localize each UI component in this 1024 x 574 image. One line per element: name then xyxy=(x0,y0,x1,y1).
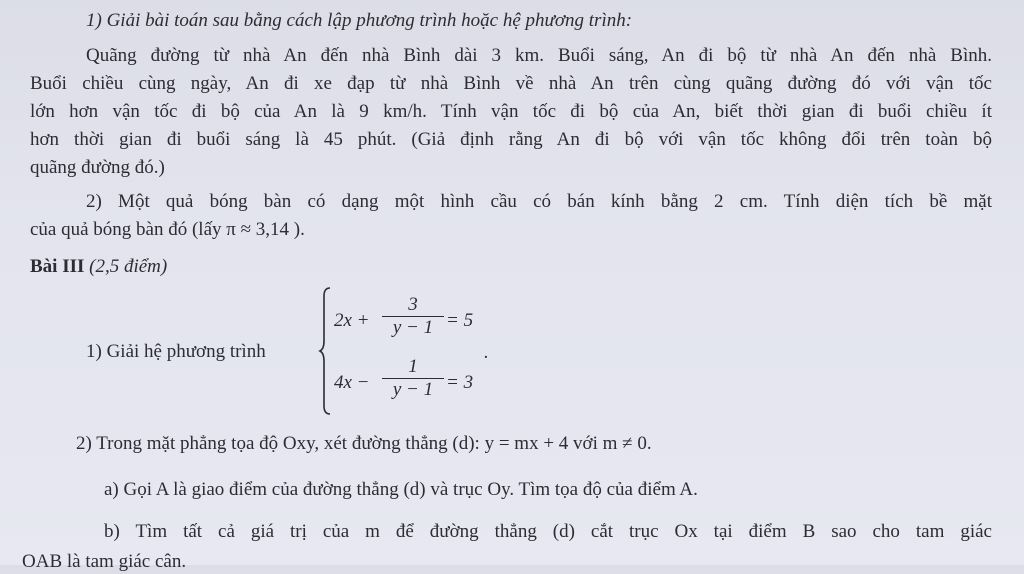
equation-system xyxy=(318,286,508,416)
problem2-item1-heading: 1) Giải bài toán sau bằng cách lập phương trình hoặc hệ phương trình: xyxy=(86,10,633,31)
problem2-item1-line-3: lớn hơn vận tốc đi bộ của An là 9 km/h. Tính vận tốc đi bộ của An, biết thời gian đi buổi chiều ít xyxy=(30,101,992,122)
eq1-denominator: y − 1 xyxy=(392,317,434,338)
problem3-title-points: (2,5 điểm) xyxy=(89,256,168,277)
system-period: . xyxy=(484,342,489,363)
eq2-numerator: 1 xyxy=(382,356,444,379)
problem2-item1-line-5: quãng đường đó.) xyxy=(30,157,165,178)
problem3-item2a-line: a) Gọi A là giao điểm của đường thẳng (d) và trục Oy. Tìm tọa độ của điểm A. xyxy=(104,479,698,500)
left-brace-icon xyxy=(318,286,332,416)
eq1-fraction xyxy=(382,294,444,339)
problem2-item1-line-1: Quãng đường từ nhà An đến nhà Bình dài 3 km. Buổi sáng, An đi bộ từ nhà An đến nhà Bình. xyxy=(86,45,992,66)
eq1-right: = 5 xyxy=(446,310,474,331)
problem3-item2b-line-2: OAB là tam giác cân. xyxy=(22,551,187,572)
problem2-item2-line-2: của quả bóng bàn đó (lấy π ≈ 3,14 ). xyxy=(30,219,305,240)
problem2-item2-line-1: 2) Một quả bóng bàn có dạng một hình cầu có bán kính bằng 2 cm. Tính diện tích bề mặt xyxy=(86,191,992,212)
problem3-item2-line: 2) Trong mặt phẳng tọa độ Oxy, xét đường thẳng (d): y = mx + 4 với m ≠ 0. xyxy=(76,433,652,454)
problem3-item2b-line-1: b) Tìm tất cả giá trị của m để đường thẳng (d) cắt trục Ox tại điểm B sao cho tam giác xyxy=(104,521,992,542)
problem3-title xyxy=(30,255,167,279)
eq2-denominator: y − 1 xyxy=(392,379,434,400)
problem3-item1-label: 1) Giải hệ phương trình xyxy=(86,341,266,362)
eq2-left: 4x − xyxy=(334,372,370,393)
eq1-numerator: 3 xyxy=(382,294,444,317)
eq2-right: = 3 xyxy=(446,372,474,393)
problem3-title-bold: Bài III xyxy=(30,256,85,277)
eq1-left: 2x + xyxy=(334,310,370,331)
eq2-fraction xyxy=(382,356,444,401)
problem2-item1-line-4: hơn thời gian đi buổi sáng là 45 phút. (Giả định rằng An đi bộ với vận tốc không đổi trên toàn bộ xyxy=(30,129,992,150)
problem2-item1-line-2: Buổi chiều cùng ngày, An đi xe đạp từ nhà Bình về nhà An trên cùng quãng đường đó với vận tốc xyxy=(30,73,992,94)
